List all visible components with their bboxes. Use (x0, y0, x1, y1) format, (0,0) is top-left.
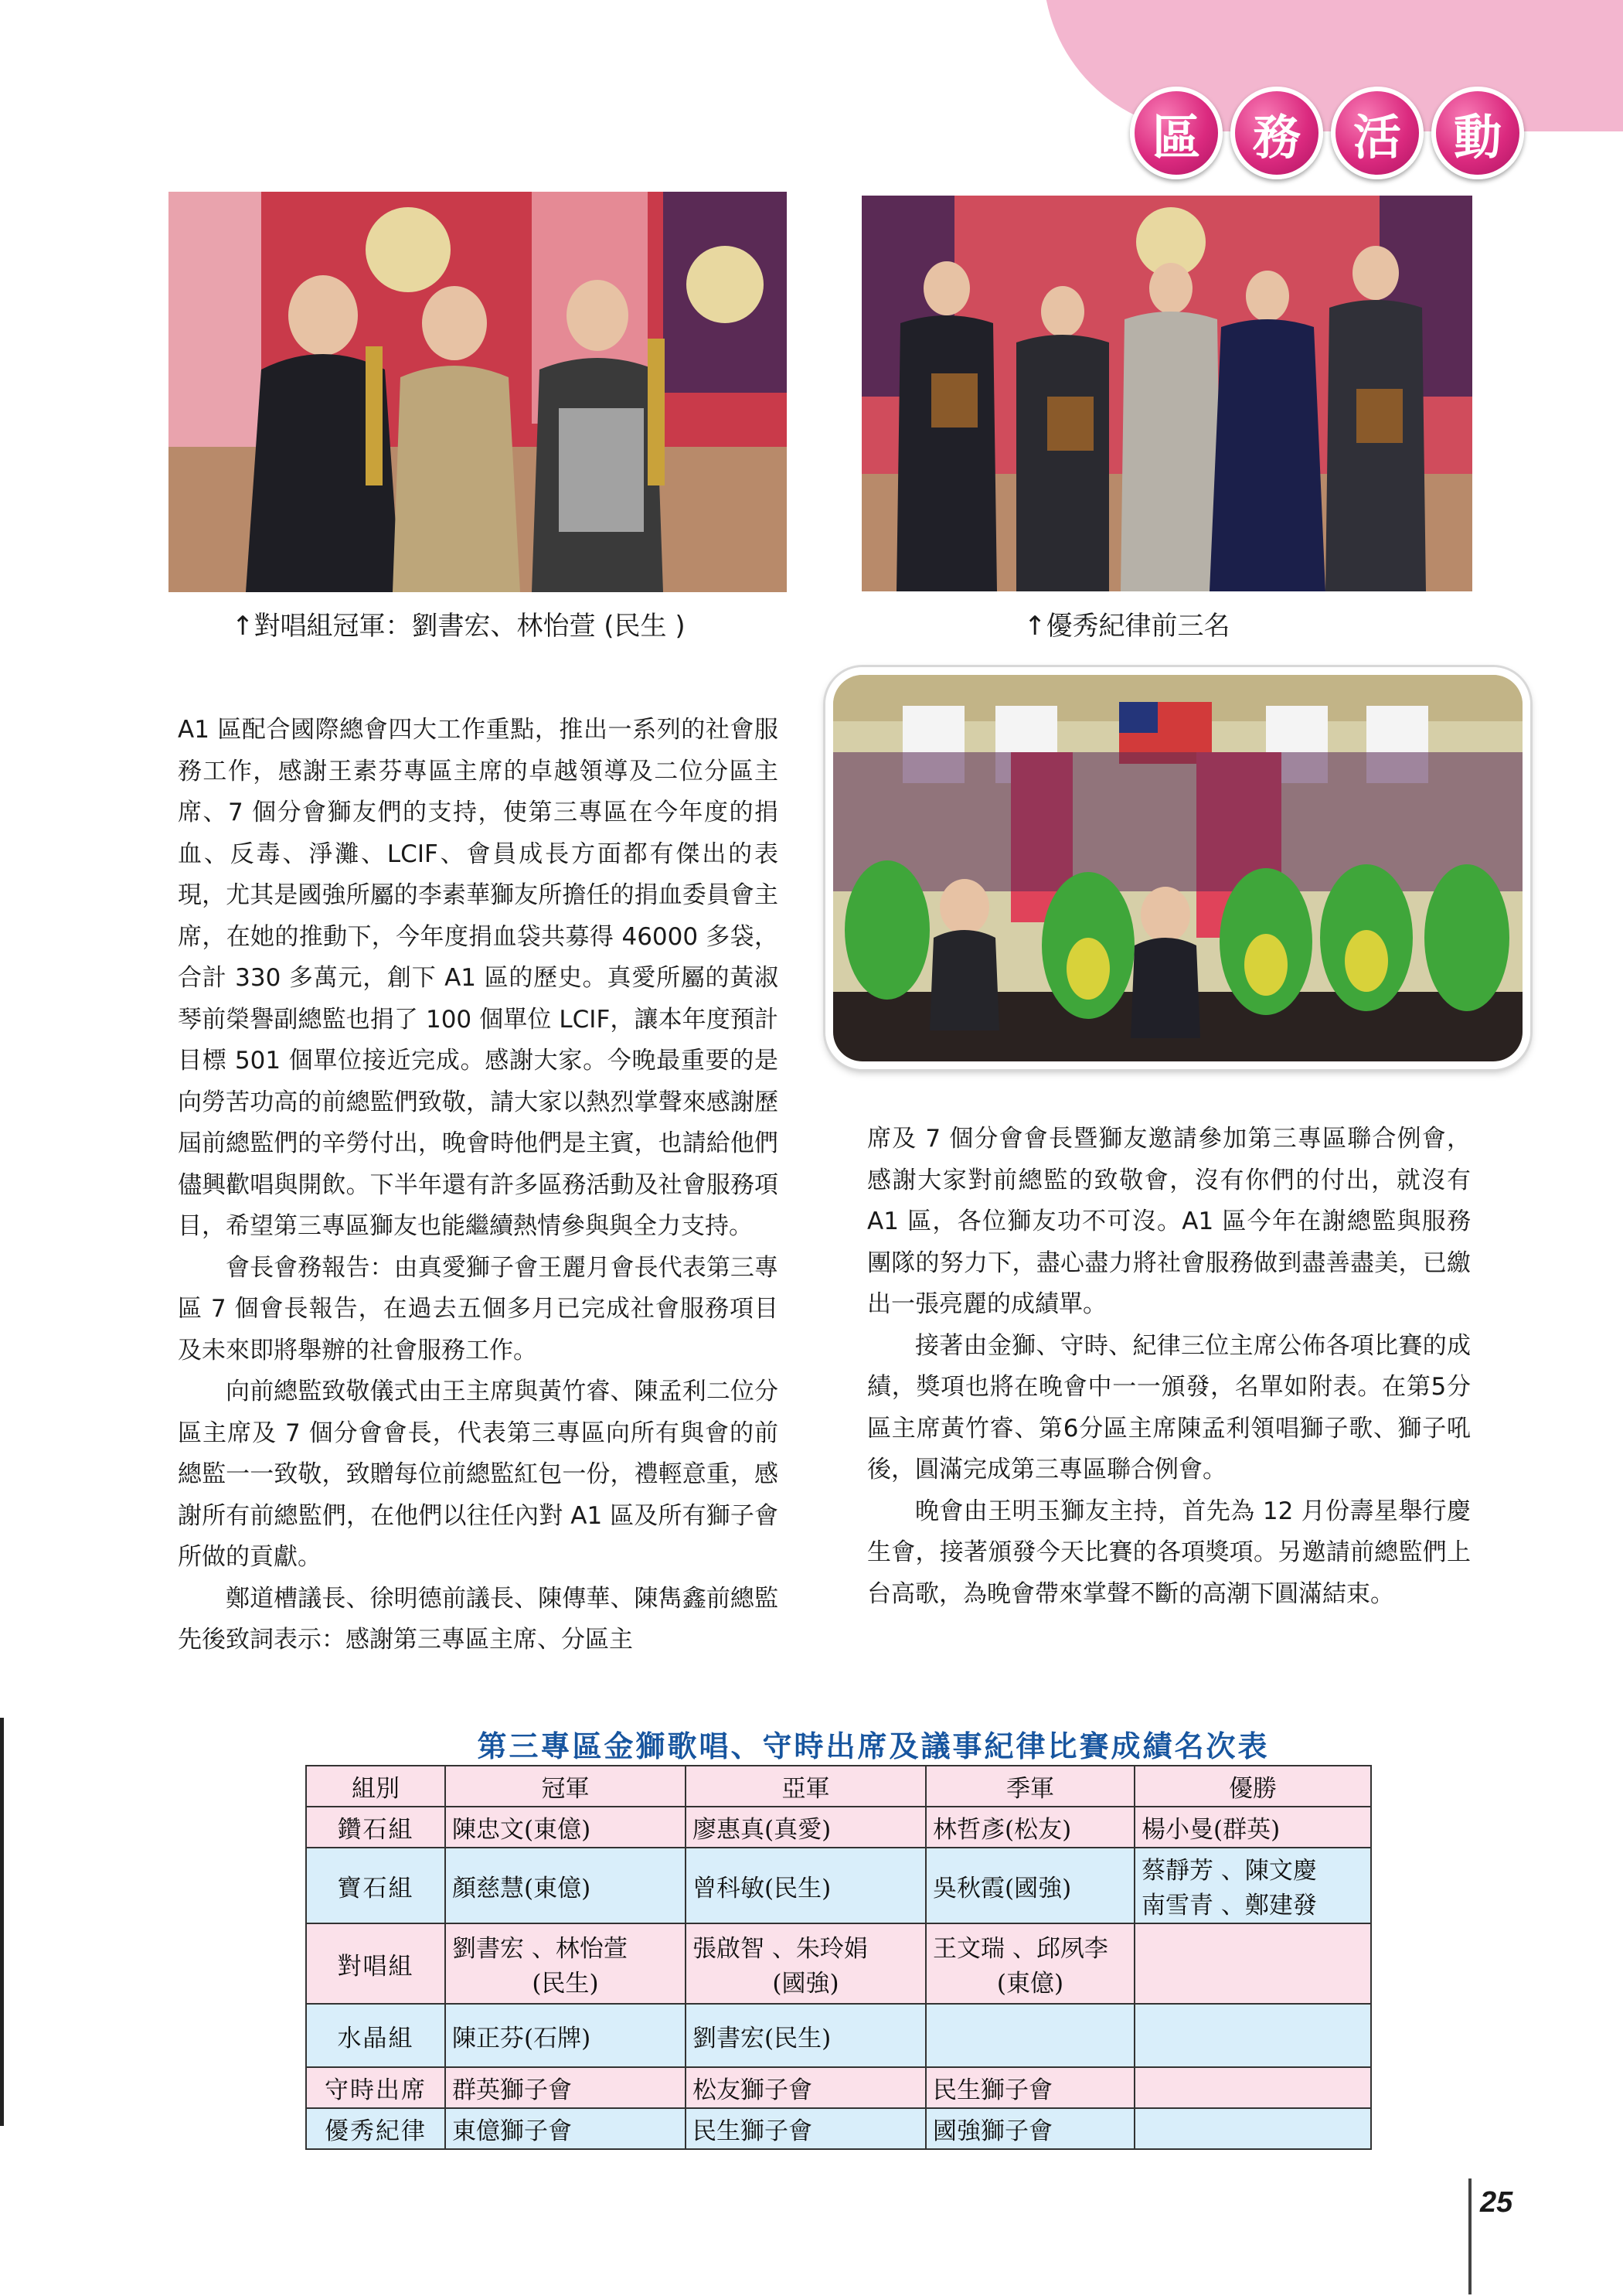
cell-line: 張啟智 、朱玲娟 (692, 1935, 868, 1963)
table-cell: 群英獅子會 (445, 2067, 686, 2108)
table-cell (1135, 1923, 1371, 2004)
table-cell: 廖惠真(真愛) (686, 1807, 926, 1848)
table-row (306, 2067, 1371, 2108)
section-tag-char: 區 (1130, 87, 1223, 179)
cell-line: (東億) (996, 1970, 1064, 1998)
table-header: 組別 (306, 1766, 445, 1807)
section-tag (1130, 87, 1524, 179)
table-header: 季軍 (926, 1766, 1135, 1807)
table-cell (1135, 2004, 1371, 2067)
paragraph: 晚會由王明玉獅友主持，首先為 12 月份壽星舉行慶生會，接著頒發今天比賽的各項獎項。另邀請前總監們上台高歌，為晚會帶來掌聲不斷的高潮下圓滿結束。 (867, 1497, 1471, 1608)
table-cell: 寶石組 (306, 1848, 445, 1923)
photo-caption: ↑優秀紀律前三名 (1024, 611, 1230, 642)
table-cell (1135, 2067, 1371, 2108)
section-tag-char: 活 (1331, 87, 1424, 179)
table-cell: 守時出席 (306, 2067, 445, 2108)
table-header: 優勝 (1135, 1766, 1371, 1807)
article-column-right (867, 1119, 1471, 1615)
table-row (306, 1923, 1371, 2004)
table-cell: 對唱組 (306, 1923, 445, 2004)
table-header-row (306, 1766, 1371, 1807)
cell-line: 王文瑞 、邱夙李 (933, 1935, 1108, 1963)
table-header: 亞軍 (686, 1766, 926, 1807)
table-cell: 水晶組 (306, 2004, 445, 2067)
paragraph: 會長會務報告：由真愛獅子會王麗月會長代表第三專區 7 個會長報告，在過去五個多月已完成社會服務項目及未來即將舉辦的社會服務工作。 (178, 1253, 778, 1364)
page-number-rule (1468, 2178, 1472, 2294)
section-tag-char: 務 (1230, 87, 1323, 179)
table-header: 冠軍 (445, 1766, 686, 1807)
page-number: 25 (1480, 2186, 1513, 2219)
table-title: 第三專區金獅歌唱、守時出席及議事紀律比賽成績名次表 (477, 1729, 1270, 1763)
photo-duet-winners (168, 192, 787, 592)
cell-line: 蔡靜芳 、陳文慶 (1142, 1857, 1317, 1885)
table-cell: 劉書宏(民生) (686, 2004, 926, 2067)
table-cell: 東億獅子會 (445, 2108, 686, 2149)
table-row (306, 1807, 1371, 1848)
table-cell (926, 1923, 1135, 2004)
cell-line: 劉書宏 、林怡萱 (452, 1935, 628, 1963)
table-cell (1135, 2108, 1371, 2149)
section-tag-char: 動 (1431, 87, 1524, 179)
table-row (306, 1848, 1371, 1923)
photo-caption: ↑對唱組冠軍：劉書宏、林怡萱 (民生 ) (232, 611, 686, 642)
table-cell: 國強獅子會 (926, 2108, 1135, 2149)
results-table (305, 1765, 1372, 2150)
table-cell: 楊小曼(群英) (1135, 1807, 1371, 1848)
photo-stage-performance (825, 667, 1530, 1069)
table-row (306, 2108, 1371, 2149)
paragraph: 接著由金獅、守時、紀律三位主席公佈各項比賽的成績，獎項也將在晚會中一一頒發，名單如附表。在第5分區主席黃竹睿、第6分區主席陳孟利領唱獅子歌、獅子吼後，圓滿完成第三專區聯合例會。 (867, 1331, 1471, 1484)
margin-rule (0, 1718, 4, 2126)
cell-line: (民生) (532, 1970, 599, 1998)
table-cell: 曾科敏(民生) (686, 1848, 926, 1923)
article-column-left (178, 710, 778, 1661)
paragraph: 向前總監致敬儀式由王主席與黃竹睿、陳孟利二位分區主席及 7 個分會會長，代表第三專區向所有與會的前總監一一致敬，致贈每位前總監紅包一份，禮輕意重，感謝所有前總監們，在他們以往任內對 A1 區及所有獅子會所做的貢獻。 (178, 1378, 778, 1571)
table-cell: 松友獅子會 (686, 2067, 926, 2108)
photo-discipline-top3 (862, 196, 1472, 591)
table-cell: 陳忠文(東億) (445, 1807, 686, 1848)
table-cell (926, 2004, 1135, 2067)
table-cell: 民生獅子會 (686, 2108, 926, 2149)
table-cell (1135, 1848, 1371, 1923)
table-cell: 陳正芬(石牌) (445, 2004, 686, 2067)
paragraph: 鄭道槽議長、徐明德前議長、陳傳華、陳雋鑫前總監先後致詞表示：感謝第三專區主席、分區主 (178, 1584, 778, 1654)
table-cell: 林哲彥(松友) (926, 1807, 1135, 1848)
paragraph: 席及 7 個分會會長暨獅友邀請參加第三專區聯合例會，感謝大家對前總監的致敬會，沒有你們的付出，就沒有 A1 區，各位獅友功不可沒。A1 區今年在謝總監與服務團隊的努力下，盡心盡力將社會服務做到盡善盡美，已繳出一張亮麗的成績單。 (867, 1125, 1471, 1318)
table-cell: 吳秋霞(國強) (926, 1848, 1135, 1923)
table-cell (686, 1923, 926, 2004)
cell-line: (國強) (772, 1970, 839, 1998)
table-cell: 民生獅子會 (926, 2067, 1135, 2108)
table-cell (445, 1923, 686, 2004)
table-cell: 顏慈慧(東億) (445, 1848, 686, 1923)
table-cell: 優秀紀律 (306, 2108, 445, 2149)
table-cell: 鑽石組 (306, 1807, 445, 1848)
paragraph: A1 區配合國際總會四大工作重點，推出一系列的社會服務工作，感謝王素芬專區主席的卓越領導及二位分區主席、7 個分會獅友們的支持，使第三專區在今年度的捐血、反毒、淨灘、LCIF、會員成長方面都有傑出的表現，尤其是國強所屬的李素華獅友所擔任的捐血委員會主席，在她的推動下，今年度捐血袋共募得 46000 多袋，合計 330 多萬元，創下 A1 區的歷史。真愛所屬的黃淑琴前榮譽副總監也捐了 100 個單位 LCIF，讓本年度預計目標 501 個單位接近完成。感謝大家。今晚最重要的是向勞苦功高的前總監們致敬，請大家以熱烈掌聲來感謝歷屆前總監們的辛勞付出，晚會時他們是主賓，也請給他們儘興歡唱與開飲。下半年還有許多區務活動及社會服務項目，希望第三專區獅友也能繼續熱情參與與全力支持。 (178, 716, 778, 1240)
cell-line: 南雪青 、鄭建發 (1142, 1892, 1317, 1920)
table-row (306, 2004, 1371, 2067)
